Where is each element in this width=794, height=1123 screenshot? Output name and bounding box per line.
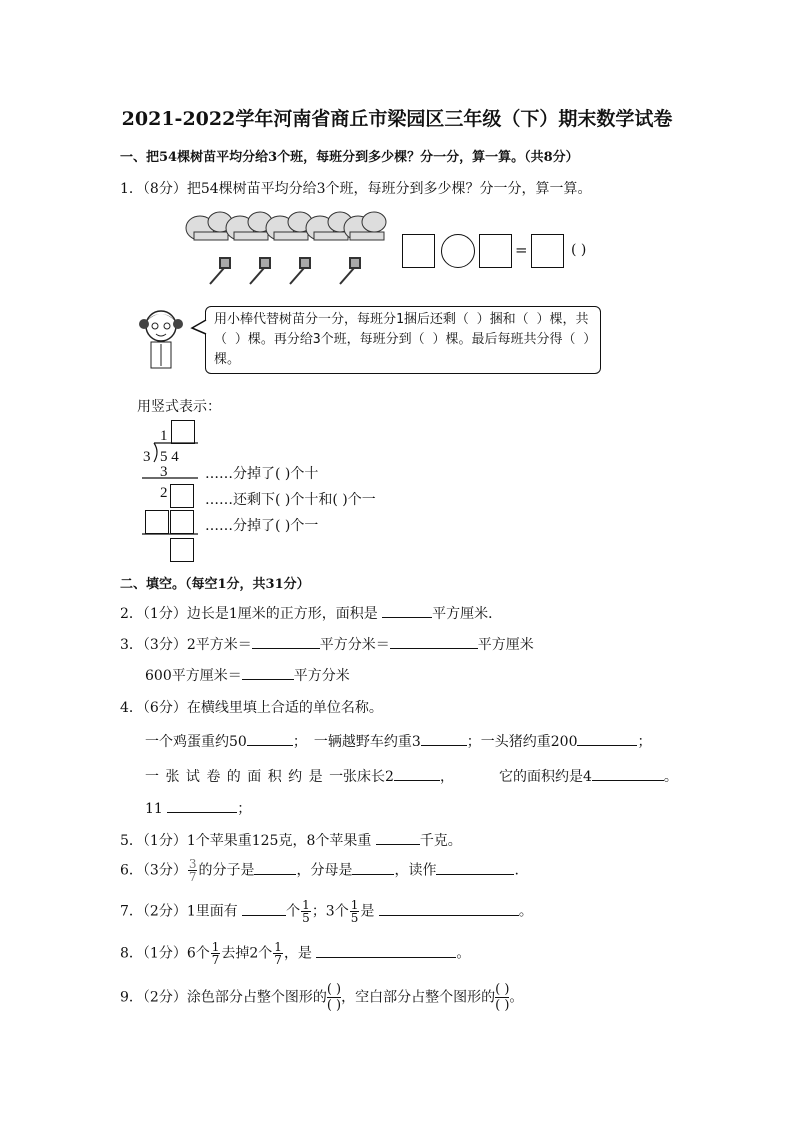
q7-text: ；3个	[311, 903, 349, 920]
blank[interactable]	[592, 766, 664, 781]
equals-sign: =	[515, 241, 528, 259]
question-4-text: 4．（6分）在横线里填上合适的单位名称。	[120, 700, 383, 716]
blank[interactable]	[376, 830, 420, 845]
bundle-icon	[266, 212, 312, 240]
q8-text: 去掉2个	[221, 945, 273, 962]
numerator-blank[interactable]: ( )	[326, 982, 342, 997]
hint-speech-bubble: 用小棒代替树苗分一分，每班分1捆后还剩（ ）捆和（ ）棵，共（ ）棵。再分给3个班，每班分到（ ）棵。最后每班共分得（ ）棵。	[205, 306, 601, 374]
fraction-1-7	[273, 941, 283, 966]
answer-box[interactable]	[479, 234, 512, 268]
blank[interactable]	[436, 860, 514, 875]
bundle-icon	[186, 212, 232, 240]
subtract-box[interactable]	[145, 510, 169, 534]
denominator: 5	[302, 911, 310, 925]
dividend: 5 4	[160, 449, 179, 465]
q7-text: 7．（2分）1里面有	[120, 903, 243, 920]
fraction-3-7	[188, 858, 198, 883]
fraction-1-5	[350, 899, 360, 924]
numerator: 3	[188, 857, 197, 871]
numerator: 1	[350, 898, 359, 912]
q3-text: 平方厘米	[477, 637, 534, 653]
q5-text: 5．（1分）1个苹果重125克，8个苹果重	[120, 833, 376, 849]
subtract-box[interactable]	[170, 510, 194, 534]
q2-text: 2．（1分）边长是1厘米的正方形，面积是	[120, 606, 383, 622]
question-1-text: 1．（8分）把54棵树苗平均分给3个班，每班分到多少棵？分一分，算一算。	[120, 181, 592, 197]
q6-text: 的分子是	[198, 862, 255, 879]
remainder-digit: 2	[160, 485, 168, 501]
q3-text: 600平方厘米＝	[145, 668, 242, 684]
numerator: 1	[302, 898, 310, 912]
fraction-blank[interactable]	[495, 982, 509, 1013]
remainder-box[interactable]	[170, 484, 194, 508]
q6-text: ，分母是	[296, 862, 353, 879]
q4-text: 一 张 试 卷 的 面 积 约 是	[145, 769, 323, 785]
fraction-1-5	[301, 899, 311, 924]
q2-unit: 平方厘米．	[432, 606, 503, 622]
blank[interactable]	[254, 860, 296, 875]
blank[interactable]	[379, 901, 519, 916]
denominator: 7	[274, 953, 282, 967]
step-3-text: ……分掉了( )个一	[205, 518, 319, 534]
blank[interactable]	[382, 603, 432, 618]
denominator-blank[interactable]: ( )	[495, 998, 510, 1013]
q8-text: 。	[456, 945, 471, 962]
q7-text: 。	[518, 903, 533, 920]
q4-text: 。	[663, 769, 678, 785]
bubble-tail	[190, 318, 208, 338]
denominator: 7	[188, 870, 197, 884]
subtract-digit: 3	[160, 464, 168, 480]
denominator: 5	[350, 911, 359, 925]
blank[interactable]	[247, 731, 293, 746]
q3-text: 3．（3分）2平方米＝	[120, 637, 252, 653]
numerator: 1	[274, 940, 282, 954]
section-2-heading: 二、填空。（每空1分，共31分）	[120, 577, 310, 592]
blank[interactable]	[242, 665, 294, 680]
stick-bundles-illustration	[180, 206, 390, 296]
question-4-line-1	[145, 731, 651, 751]
answer-box[interactable]	[402, 234, 435, 268]
question-9	[120, 982, 523, 1013]
numerator: 1	[211, 940, 220, 954]
q4-text: 一个鸡蛋重约50	[145, 734, 247, 750]
q4-text: 它的面积约是4	[498, 769, 592, 785]
vertical-form-label: 用竖式表示：	[137, 399, 221, 415]
step-1-text: ……分掉了( )个十	[205, 466, 319, 482]
blank[interactable]	[242, 901, 286, 916]
question-6	[120, 858, 519, 883]
q8-text: 8．（1分）6个	[120, 945, 210, 962]
question-2	[120, 603, 502, 623]
operator-circle[interactable]	[441, 234, 475, 268]
divisor: 3	[143, 449, 151, 465]
blank[interactable]	[390, 634, 478, 649]
q4-text: ； 一辆越野车约重3	[292, 734, 421, 750]
numerator-blank[interactable]: ( )	[495, 982, 510, 997]
q4-text: 11	[145, 801, 163, 817]
blank[interactable]	[252, 634, 320, 649]
q4-text: ；	[637, 734, 652, 750]
blank[interactable]	[167, 798, 237, 813]
q6-text: ，读作	[394, 862, 437, 879]
q7-text: 个	[286, 903, 301, 920]
blank[interactable]	[421, 731, 467, 746]
q9-text: 。	[509, 989, 524, 1006]
blank[interactable]	[394, 766, 440, 781]
q7-text: 是	[360, 903, 379, 920]
answer-box[interactable]	[531, 234, 564, 268]
section-1-heading: 一、把54棵树苗平均分给3个班，每班分到多少棵？分一分，算一算。（共8分）	[120, 150, 579, 165]
q9-text: 9．（2分）涂色部分占整个图形的	[120, 989, 327, 1006]
q5-text: 千克。	[419, 833, 462, 849]
question-3-line-2	[145, 665, 350, 685]
q6-text: 6．（3分）	[120, 862, 187, 879]
q4-text: ，	[439, 769, 454, 785]
q4-text: ；一头猪约重200	[466, 734, 578, 750]
q6-text: .	[514, 862, 519, 879]
unit-paren: ( )	[571, 242, 587, 258]
fraction-1-7	[211, 941, 221, 966]
denominator: 7	[211, 953, 220, 967]
final-remainder-box[interactable]	[170, 538, 194, 562]
q8-text: ，是	[283, 945, 317, 962]
q4-text: 一张床长2	[329, 769, 394, 785]
blank[interactable]	[352, 860, 394, 875]
blank[interactable]	[316, 943, 456, 958]
question-7	[120, 899, 533, 924]
denominator-blank[interactable]: ( )	[326, 998, 342, 1013]
question-4-line-3	[145, 798, 251, 818]
question-3-line-1	[120, 634, 534, 654]
question-8	[120, 941, 470, 966]
question-5	[120, 830, 462, 850]
girl-icon	[136, 304, 186, 374]
q3-text: 平方分米	[293, 668, 350, 684]
quotient-digit: 1	[160, 428, 168, 444]
blank[interactable]	[577, 731, 637, 746]
bundle-icon	[226, 212, 272, 240]
q4-text: ；	[237, 801, 252, 817]
step-2-text: ……还剩下( )个十和( )个一	[205, 492, 376, 508]
fraction-blank[interactable]	[327, 982, 341, 1013]
page-title: 2021-2022学年河南省商丘市梁园区三年级（下）期末数学试卷	[121, 108, 673, 130]
question-4-line-2	[145, 766, 678, 786]
q9-text: ，空白部分占整个图形的	[341, 989, 496, 1006]
q3-text: 平方分米＝	[319, 637, 390, 653]
